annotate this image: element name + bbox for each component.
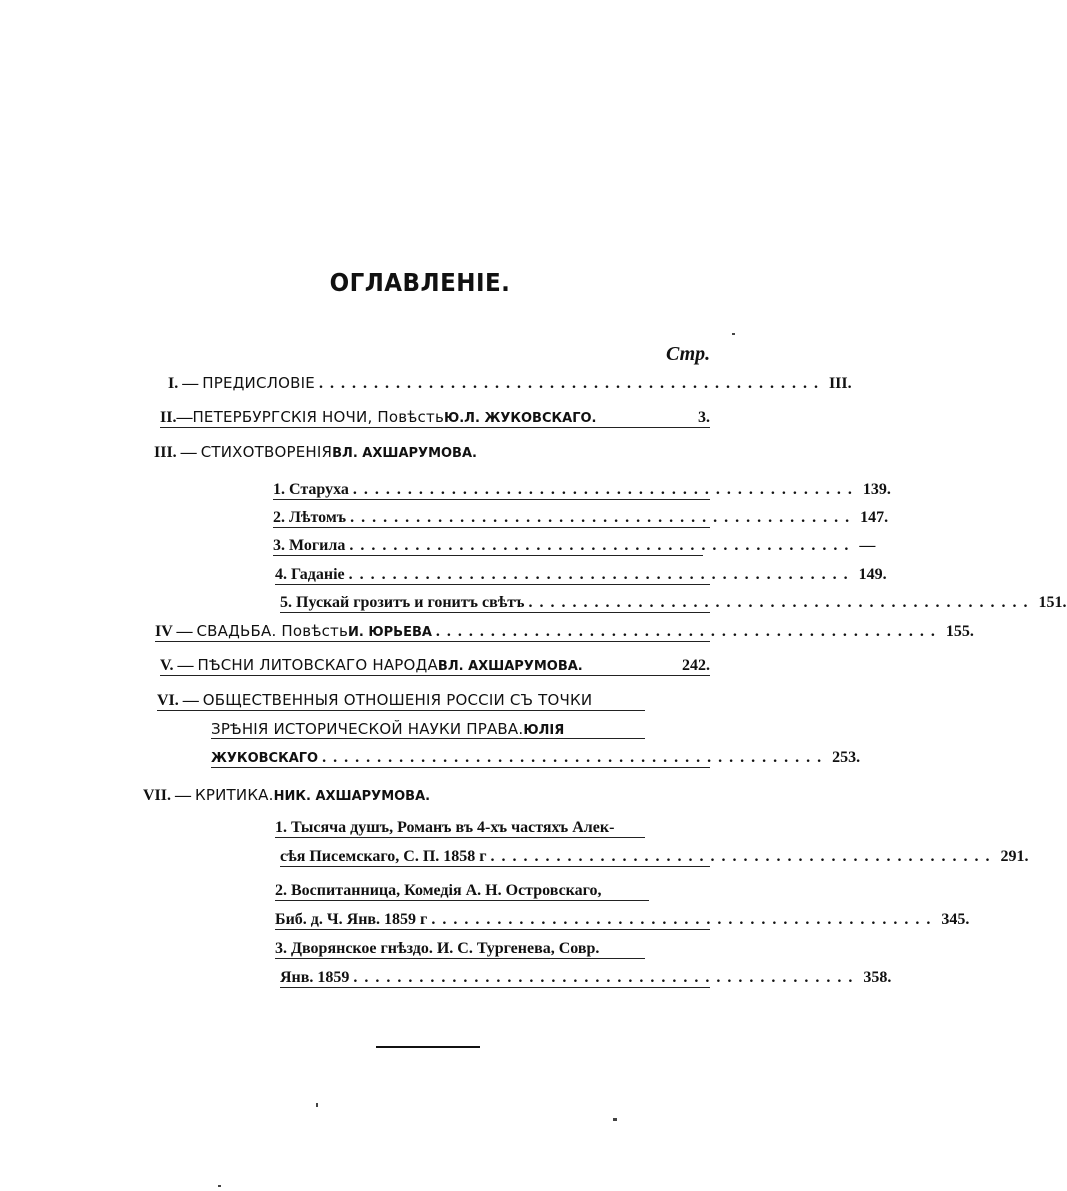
toc-subentry-continuation [280,969,892,988]
entry-title: Дворянское гнѣздо. И. С. Тургенева, Совр. [291,940,600,957]
entry-number: 1. [273,481,285,498]
entry-author: ВЛ. АХШАРУМОВА. [437,659,583,674]
entry-title: Янв. 1859 [280,969,350,986]
entry-number: VI. — [157,692,199,709]
entry-author: Ю.Л. ЖУКОВСКАГО. [443,411,597,426]
toc-subentry-continuation [275,911,970,930]
entry-number: 1. [275,819,287,836]
leader-dots: .............................................. [349,537,856,554]
toc-entry-continuation [211,749,861,768]
toc-entry[interactable] [155,622,974,642]
toc-subentry[interactable] [275,566,887,585]
page-column-header: Стр. [666,343,711,365]
entry-author: ВЛ. АХШАРУМОВА. [332,446,477,461]
entry-page: 147. [860,509,889,526]
toc-entry[interactable] [154,443,534,462]
toc-entry[interactable] [143,786,543,805]
entry-title: ОБЩЕСТВЕННЫЯ ОТНОШЕНІЯ РОССІИ СЪ ТОЧКИ [202,691,593,709]
entry-page: 139. [862,481,891,498]
entry-number: I. — [168,375,199,392]
entry-page: — [859,537,876,554]
entry-title: ПѢСНИ ЛИТОВСКАГО НАРОДА [197,656,438,674]
entry-title: Воспитанница, Комедія А. Н. Островскаго, [291,882,602,899]
entry-page: 242. [682,657,710,674]
leader-dots: .............................................. [528,594,1035,611]
entry-number: IV — [155,623,193,640]
entry-number: 2. [273,509,285,526]
toc-subentry[interactable] [275,819,645,838]
leader-dots: .............................................. [318,375,825,392]
toc-subentry[interactable] [273,509,889,528]
leader-dots: .............................................. [490,848,997,865]
entry-page: 151. [1038,594,1067,611]
toc-entry[interactable] [168,374,852,393]
entry-title: Могила [289,537,346,554]
leader-dots: .............................................. [352,481,859,498]
entry-page: 149. [858,566,887,583]
entry-number: 3. [275,940,287,957]
entry-page: 345. [941,911,970,928]
leader-dots: .............................................. [431,911,938,928]
entry-number: 2. [275,882,287,899]
page-title: ОГЛАВЛЕНІЕ. [329,268,511,297]
entry-page: 253. [832,749,861,766]
entry-title: ПРЕДИСЛОВІЕ [202,374,315,392]
entry-author: НИК. АХШАРУМОВА. [273,789,431,804]
toc-subentry[interactable] [273,537,876,556]
leader-dots: .............................................. [435,623,942,640]
entry-page: 3. [698,409,710,426]
ink-speck [218,1185,221,1187]
leader-dots: .............................................. [348,566,855,583]
ink-speck [613,1118,617,1121]
leader-dots: .............................................. [322,749,829,766]
entry-author: И. ЮРЬЕВА [348,625,432,640]
ink-speck [316,1103,318,1107]
entry-title: Биб. д. Ч. Янв. 1859 г [275,911,428,928]
entry-title: Старуха [289,481,349,498]
entry-title: Лѣтомъ [289,509,347,526]
entry-number: 5. [280,594,292,611]
entry-title: сѣя Писемскаго, С. П. 1858 г [280,848,487,865]
entry-page: 291. [1000,848,1029,865]
toc-entry[interactable] [157,691,645,711]
entry-number: II.— [160,409,193,426]
entry-number: VII. — [143,787,192,804]
leader-dots: .............................................. [353,969,860,986]
closing-rule [376,1046,480,1048]
entry-title: Пускай грозитъ и гонитъ свѣтъ [296,594,525,611]
entry-title: СТИХОТВОРЕНІЯ [200,443,333,461]
ink-speck [732,333,735,335]
toc-entry-continuation [211,720,645,739]
toc-subentry-continuation [280,848,1029,867]
leader-dots: .............................................. [350,509,857,526]
entry-author: ЖУКОВСКАГО [211,751,319,766]
entry-number: III. — [154,444,197,461]
toc-entry[interactable] [160,656,710,676]
entry-number: V. — [160,657,194,674]
entry-title: Тысяча душъ, Романъ въ 4-хъ частяхъ Алек- [291,819,615,836]
entry-title: СВАДЬБА. Повѣсть [196,622,349,640]
toc-subentry[interactable] [275,940,645,959]
entry-number: 4. [275,566,287,583]
toc-entry[interactable] [160,408,710,428]
toc-subentry[interactable] [280,594,1067,613]
entry-page: III. [828,375,852,392]
entry-title: Гаданіе [291,566,345,583]
entry-page: 358. [863,969,892,986]
entry-author: ЮЛІЯ [523,723,565,738]
entry-title: КРИТИКА. [195,786,274,804]
entry-page: 155. [945,623,974,640]
toc-subentry[interactable] [275,882,649,901]
toc-subentry[interactable] [273,481,891,500]
entry-title: ЗРѢНІЯ ИСТОРИЧЕСКОЙ НАУКИ ПРАВА. [211,720,524,738]
entry-title: ПЕТЕРБУРГСКІЯ НОЧИ, Повѣсть [192,408,444,426]
entry-number: 3. [273,537,285,554]
